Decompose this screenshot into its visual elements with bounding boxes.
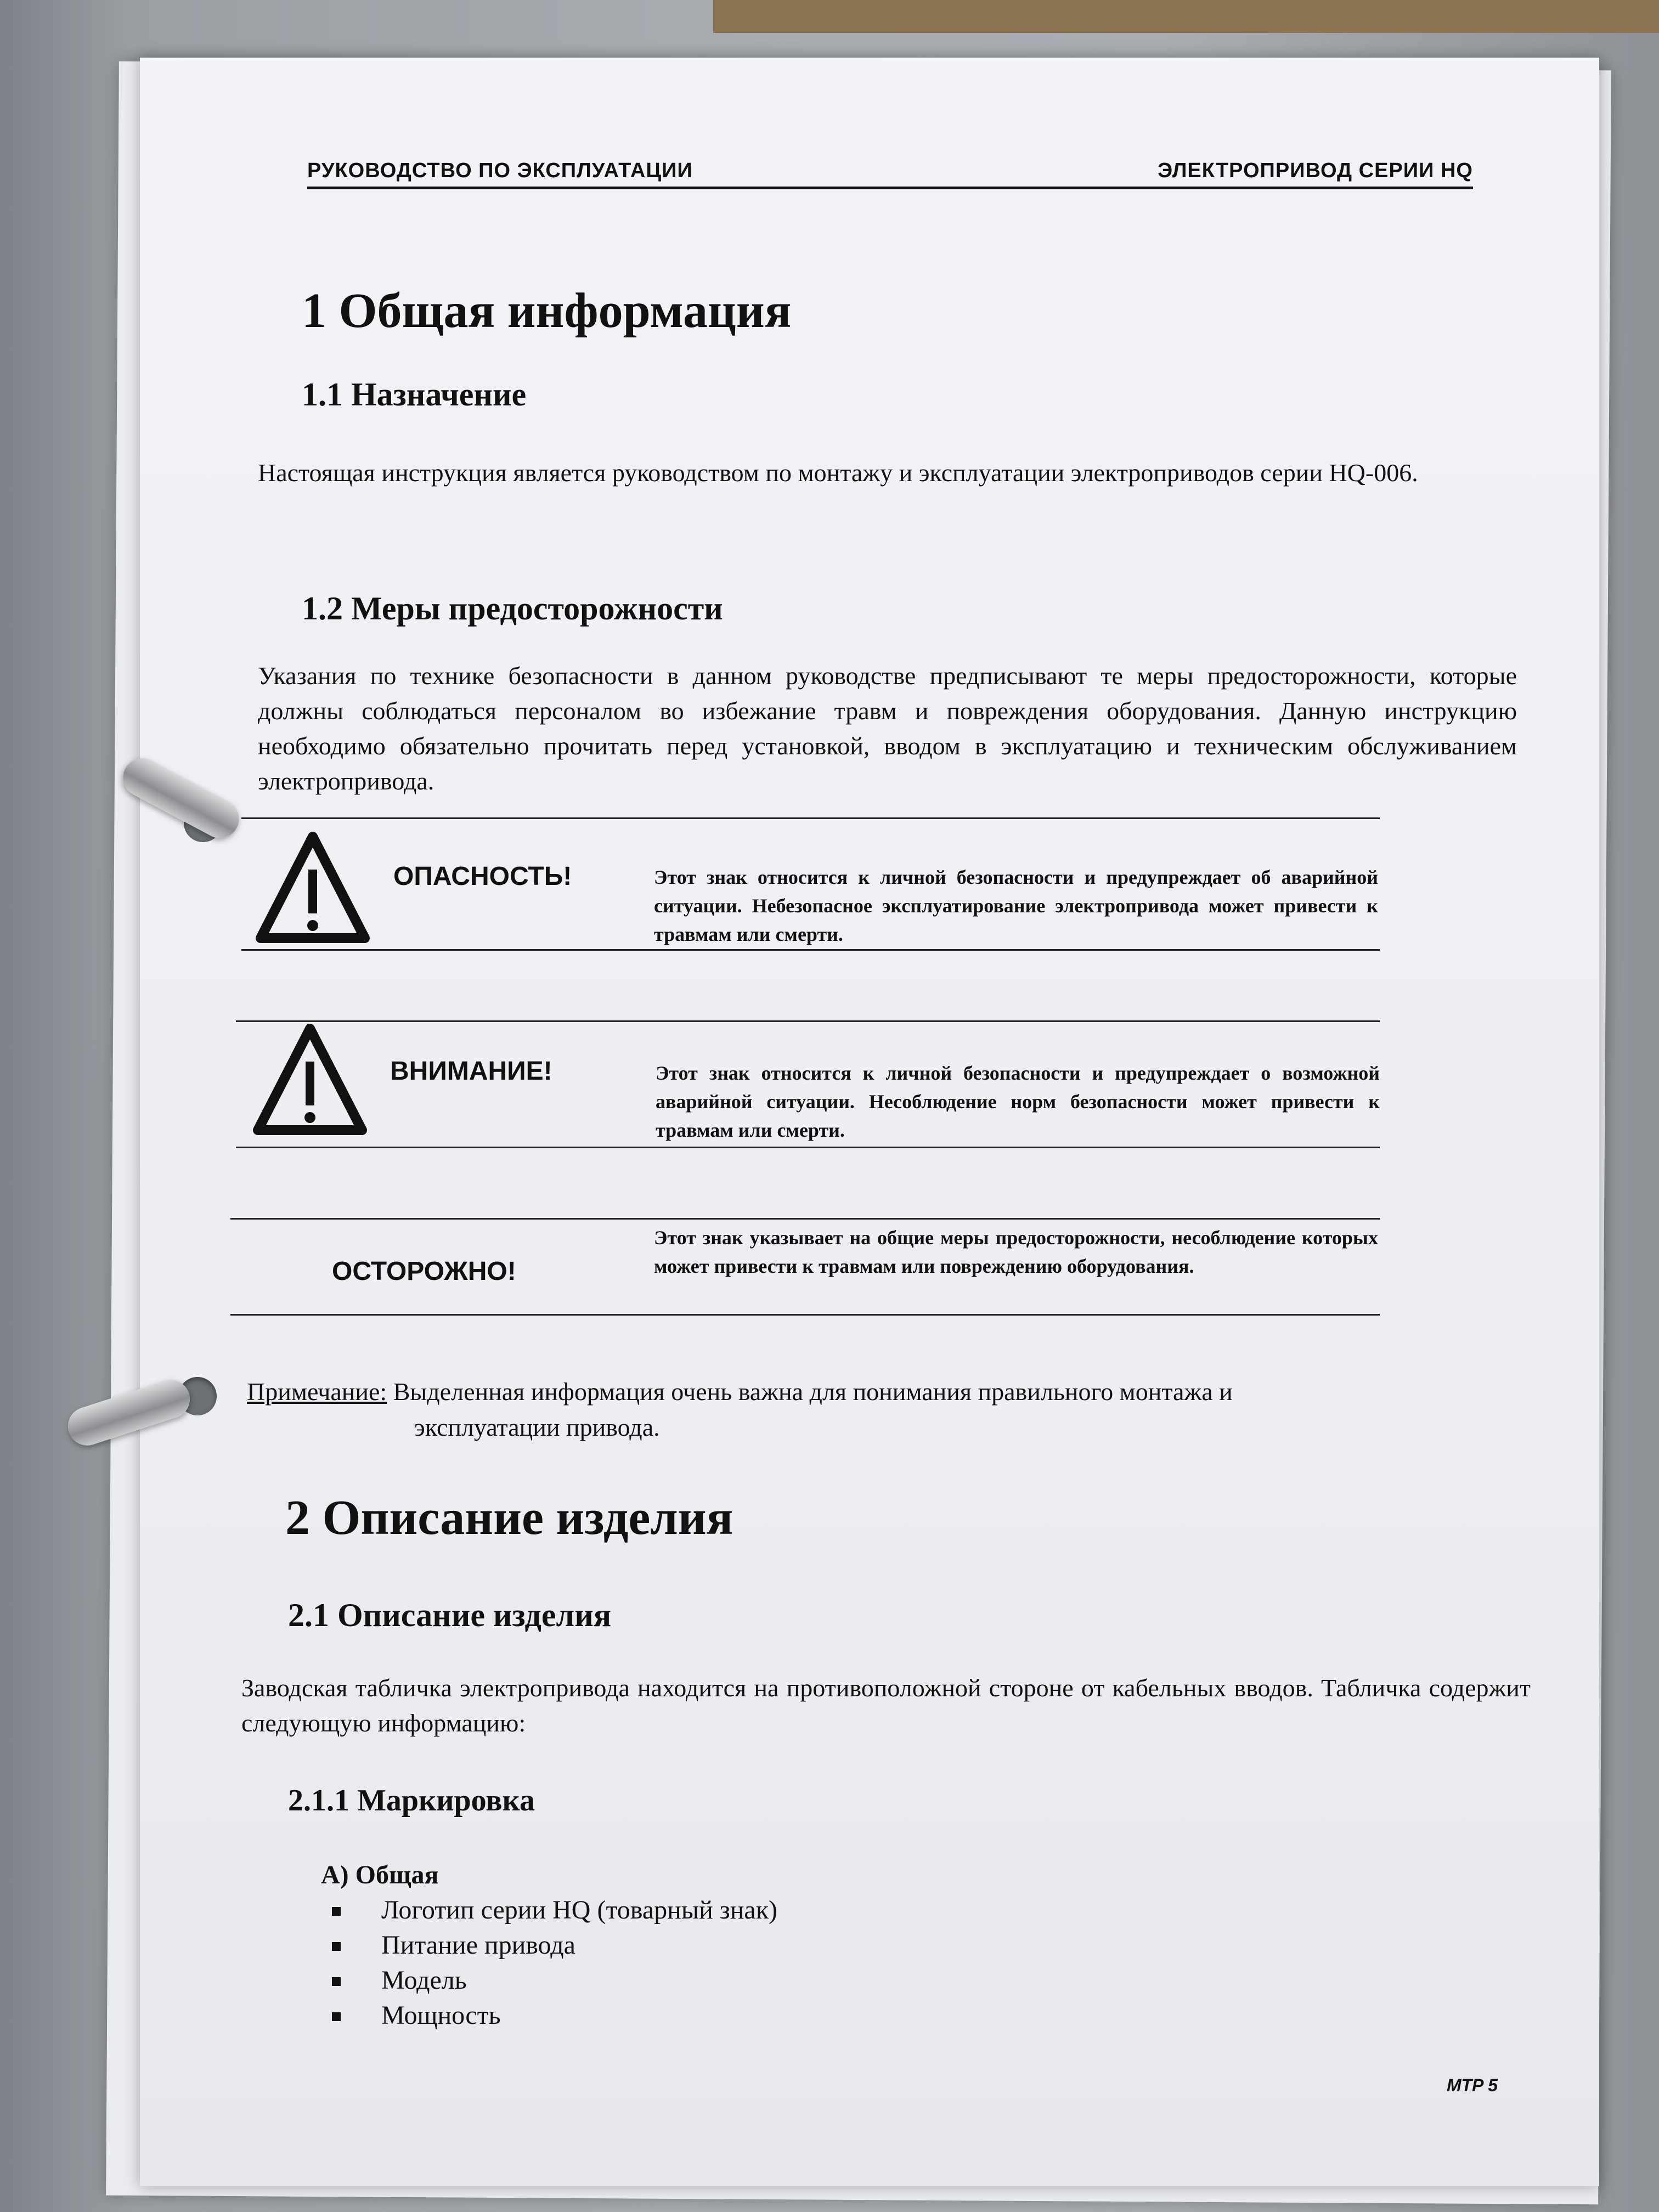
section-1-1-text: Настоящая инструкция является руководством по монтажу и эксплуатации электроприводов серии HQ-006. <box>258 459 1418 487</box>
section-1-title: 1 Общая информация <box>302 284 792 338</box>
danger-rule-bottom <box>241 949 1380 951</box>
marking-list <box>321 1893 777 2033</box>
danger-rule-top <box>241 817 1380 819</box>
attention-title: ВНИМАНИЕ! <box>390 1057 552 1086</box>
section-2-title: 2 Описание изделия <box>285 1491 733 1545</box>
section-1-2-text: Указания по технике безопасности в данном руководстве предписывают те меры предосторожности, которые должны соблюдаться персоналом во избежание травм и повреждения оборудования. Данную инструкцию необходимо обязательно прочитать перед установкой, вводом в эксплуатацию и техническим обслуживанием электропривода. <box>258 662 1517 795</box>
note-line-1 <box>247 1374 1233 1409</box>
section-2-1-title: 2.1 Описание изделия <box>288 1597 612 1633</box>
note-label: Примечание: <box>247 1378 387 1406</box>
attention-text: Этот знак относится к личной безопасности и предупреждает о возможной аварийной ситуации. Несоблюдение норм безопасности может привести к травмам или смерти. <box>656 1062 1380 1141</box>
danger-text: Этот знак относится к личной безопасности и предупреждает об аварийной ситуации. Небезопасное эксплуатирование электропривода может привести к травмам или смерти. <box>654 866 1378 945</box>
desk-surface <box>713 0 1659 33</box>
warning-triangle-icon <box>252 1023 368 1136</box>
header-rule <box>307 187 1473 189</box>
header-right: ЭЛЕКТРОПРИВОД СЕРИИ HQ <box>1158 159 1473 182</box>
note-text-1: Выделенная информация очень важна для понимания правильного монтажа и <box>393 1378 1233 1406</box>
danger-title: ОПАСНОСТЬ! <box>393 862 572 891</box>
list-item: Мощность <box>321 1998 777 2033</box>
subsection-a-title: А) Общая <box>321 1860 439 1889</box>
attention-rule-bottom <box>236 1147 1380 1148</box>
caution-rule-bottom <box>230 1314 1380 1316</box>
caution-title: ОСТОРОЖНО! <box>332 1257 516 1286</box>
note-text-2: эксплуатации привода. <box>414 1413 660 1441</box>
header-left: РУКОВОДСТВО ПО ЭКСПЛУАТАЦИИ <box>307 159 693 182</box>
caution-rule-top <box>230 1218 1380 1220</box>
list-item: Модель <box>321 1963 777 1998</box>
caution-text: Этот знак указывает на общие меры предосторожности, несоблюдение которых может привести к травмам или повреждению оборудования. <box>654 1227 1378 1277</box>
section-2-1-text: Заводская табличка электропривода находится на противоположной стороне от кабельных вводов. Табличка содержит следующую информацию: <box>241 1674 1531 1737</box>
section-1-1-title: 1.1 Назначение <box>302 376 527 413</box>
page-footer: MTP 5 <box>1446 2075 1498 2095</box>
manual-page <box>140 58 1599 2186</box>
warning-triangle-icon <box>255 831 370 944</box>
attention-rule-top <box>236 1020 1380 1022</box>
list-item: Питание привода <box>321 1928 777 1963</box>
list-item: Логотип серии HQ (товарный знак) <box>321 1893 777 1928</box>
section-1-2-title: 1.2 Меры предосторожности <box>302 590 723 627</box>
section-2-1-1-title: 2.1.1 Маркировка <box>288 1784 535 1818</box>
